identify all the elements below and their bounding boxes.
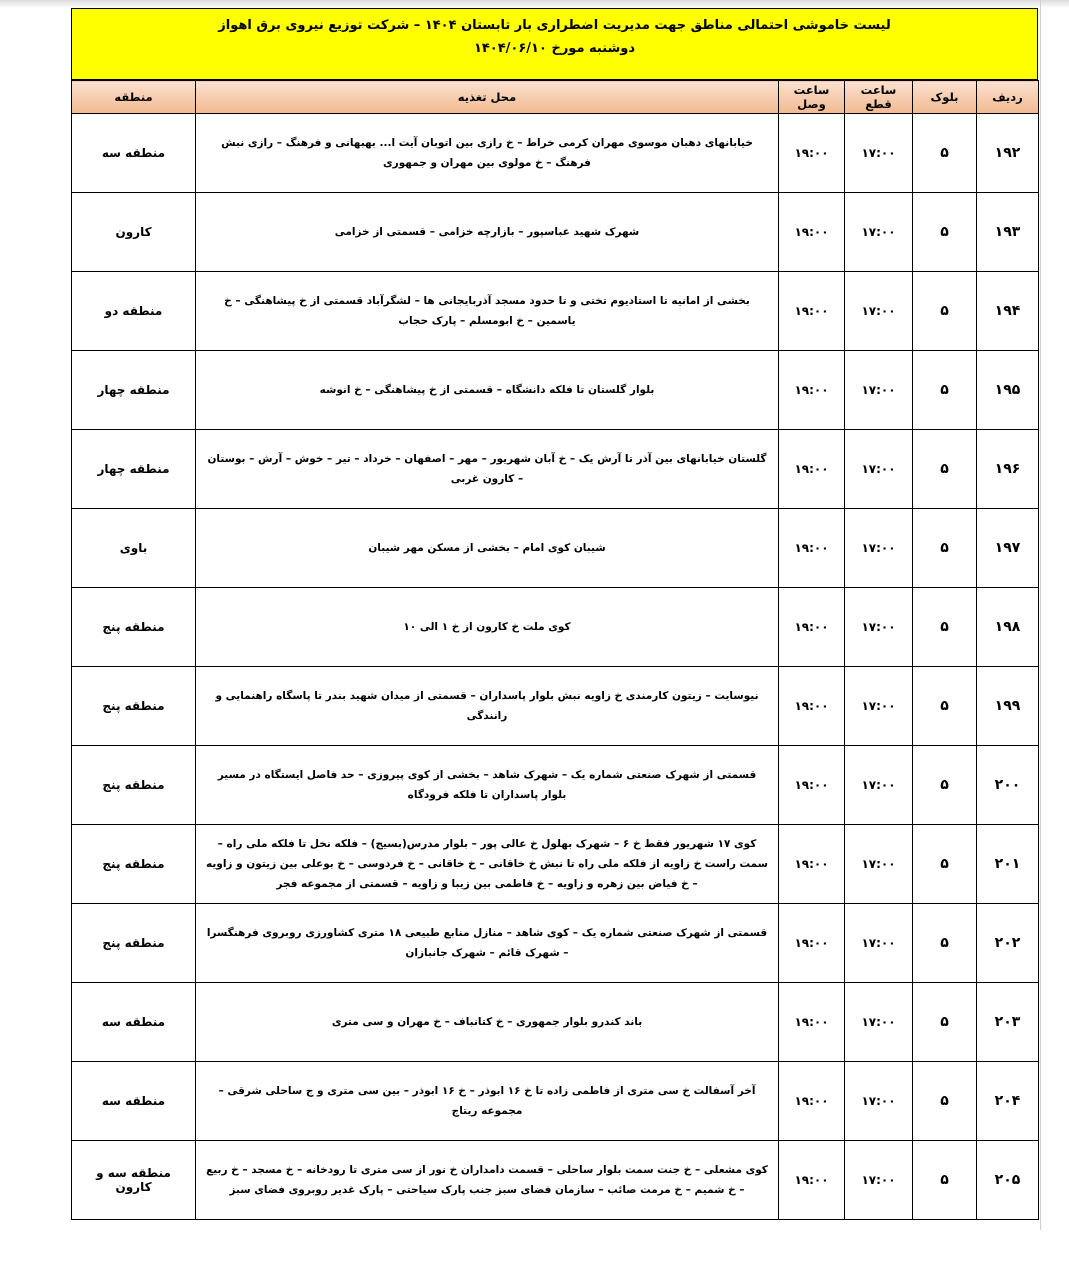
cell-connect-time: ۱۹:۰۰ — [779, 114, 845, 193]
table-row — [72, 509, 1039, 588]
header-cut-time: ساعت قطع — [845, 81, 913, 114]
cell-row-number: ۲۰۵ — [977, 1141, 1039, 1220]
cell-block: ۵ — [913, 904, 977, 983]
cell-block: ۵ — [913, 193, 977, 272]
cell-cut-time: ۱۷:۰۰ — [845, 904, 913, 983]
cell-connect-time: ۱۹:۰۰ — [779, 667, 845, 746]
cell-connect-time: ۱۹:۰۰ — [779, 588, 845, 667]
header-row-number: ردیف — [977, 81, 1039, 114]
cell-region: منطقه سه — [72, 983, 196, 1062]
cell-feed-location: شیبان کوی امام – بخشی از مسکن مهر شیبان — [196, 509, 779, 588]
cell-cut-time: ۱۷:۰۰ — [845, 509, 913, 588]
cell-cut-time: ۱۷:۰۰ — [845, 667, 913, 746]
cell-feed-location: شهرک شهید عباسپور – بازارچه خزامی – قسمتی از خزامی — [196, 193, 779, 272]
cell-cut-time: ۱۷:۰۰ — [845, 746, 913, 825]
cell-block: ۵ — [913, 667, 977, 746]
header-region: منطقه — [72, 81, 196, 114]
document-title: لیست خاموشی احتمالی مناطق جهت مدیریت اضطراری بار تابستان ۱۴۰۴ – شرکت توزیع نیروی برق اهواز — [218, 18, 891, 33]
cell-row-number: ۲۰۰ — [977, 746, 1039, 825]
cell-region: منطقه سه — [72, 1062, 196, 1141]
table-header-row — [72, 81, 1039, 114]
cell-region: کارون — [72, 193, 196, 272]
cell-row-number: ۱۹۸ — [977, 588, 1039, 667]
table-row — [72, 1062, 1039, 1141]
cell-region: منطقه سه — [72, 114, 196, 193]
cell-block: ۵ — [913, 983, 977, 1062]
cell-feed-location: گلستان خیابانهای بین آذر تا آرش یک – خ آبان شهریور – مهر – اصفهان – خرداد – تیر – خوش – آرش – بوستان – کارون غربی — [196, 430, 779, 509]
cell-connect-time: ۱۹:۰۰ — [779, 351, 845, 430]
cell-region: باوی — [72, 509, 196, 588]
cell-cut-time: ۱۷:۰۰ — [845, 1062, 913, 1141]
table-row — [72, 430, 1039, 509]
cell-block: ۵ — [913, 430, 977, 509]
cell-connect-time: ۱۹:۰۰ — [779, 1062, 845, 1141]
cell-feed-location: قسمتی از شهرک صنعتی شماره یک – شهرک شاهد – بخشی از کوی پیروزی – حد فاصل ایستگاه در مسیر بلوار پاسداران تا فلکه فرودگاه — [196, 746, 779, 825]
cell-block: ۵ — [913, 746, 977, 825]
cell-region: منطقه پنج — [72, 667, 196, 746]
cell-region: منطقه پنج — [72, 904, 196, 983]
cell-region: منطقه چهار — [72, 351, 196, 430]
cell-cut-time: ۱۷:۰۰ — [845, 114, 913, 193]
cell-row-number: ۲۰۴ — [977, 1062, 1039, 1141]
table-row — [72, 983, 1039, 1062]
cell-block: ۵ — [913, 509, 977, 588]
cell-region: منطقه چهار — [72, 430, 196, 509]
table-row — [72, 193, 1039, 272]
cell-feed-location: باند کندرو بلوار جمهوری – خ کتانباف – خ مهران و سی متری — [196, 983, 779, 1062]
cell-row-number: ۱۹۵ — [977, 351, 1039, 430]
cell-cut-time: ۱۷:۰۰ — [845, 351, 913, 430]
cell-region: منطقه پنج — [72, 746, 196, 825]
cell-row-number: ۲۰۲ — [977, 904, 1039, 983]
cell-feed-location: کوی ۱۷ شهریور فقط خ ۶ – شهرک بهلول خ عالی پور – بلوار مدرس(بسیج) – فلکه نخل تا فلکه ملی راه –سمت راست خ زاویه از فلکه ملی راه تا نبش خ خاقانی – خ خاقانی – خ فردوسی – خ بوعلی بین زیتون و زاویه – خ فیاض بین زهره و زاویه – خ فاطمی بین زیبا و زاویه – قسمتی از مجموعه فجر — [196, 825, 779, 904]
cell-row-number: ۱۹۲ — [977, 114, 1039, 193]
header-block: بلوک — [913, 81, 977, 114]
cell-connect-time: ۱۹:۰۰ — [779, 904, 845, 983]
cell-region: منطقه پنج — [72, 825, 196, 904]
cell-feed-location: کوی ملت خ کارون از خ ۱ الی ۱۰ — [196, 588, 779, 667]
table-row — [72, 746, 1039, 825]
cell-feed-location: خیابانهای دهبان موسوی مهران کرمی خراط – خ رازی بین اتوبان آیت ا... بهبهانی و فرهنگ – رازی نبش فرهنگ – خ مولوی بین مهران و جمهوری — [196, 114, 779, 193]
cell-connect-time: ۱۹:۰۰ — [779, 430, 845, 509]
document-header — [71, 8, 1038, 80]
cell-cut-time: ۱۷:۰۰ — [845, 193, 913, 272]
table-row — [72, 114, 1039, 193]
cell-row-number: ۲۰۳ — [977, 983, 1039, 1062]
cell-connect-time: ۱۹:۰۰ — [779, 1141, 845, 1220]
cell-cut-time: ۱۷:۰۰ — [845, 1141, 913, 1220]
cell-cut-time: ۱۷:۰۰ — [845, 272, 913, 351]
cell-feed-location: نیوسایت – زیتون کارمندی خ زاویه نبش بلوار پاسداران – قسمتی از میدان شهید بندر تا پاسگاه راهنمایی و رانندگی — [196, 667, 779, 746]
cell-row-number: ۱۹۷ — [977, 509, 1039, 588]
cell-connect-time: ۱۹:۰۰ — [779, 825, 845, 904]
cell-row-number: ۱۹۳ — [977, 193, 1039, 272]
table-row — [72, 351, 1039, 430]
cell-block: ۵ — [913, 272, 977, 351]
cell-row-number: ۱۹۹ — [977, 667, 1039, 746]
cell-block: ۵ — [913, 588, 977, 667]
cell-block: ۵ — [913, 351, 977, 430]
cell-row-number: ۱۹۴ — [977, 272, 1039, 351]
cell-cut-time: ۱۷:۰۰ — [845, 430, 913, 509]
header-connect-time: ساعت وصل — [779, 81, 845, 114]
cell-feed-location: قسمتی از شهرک صنعتی شماره یک – کوی شاهد – منازل منابع طبیعی ۱۸ متری کشاورزی روبروی فرهنگسرا – شهرک قائم – شهرک جانبازان — [196, 904, 779, 983]
cell-feed-location: آخر آسفالت خ سی متری از فاطمی زاده تا خ ۱۶ ابوذر – خ ۱۶ ابوذر – بین سی متری و ج ساحلی شرقی – مجموعه ریتاج — [196, 1062, 779, 1141]
cell-cut-time: ۱۷:۰۰ — [845, 983, 913, 1062]
table-row — [72, 904, 1039, 983]
cell-row-number: ۲۰۱ — [977, 825, 1039, 904]
cell-feed-location: بخشی از امانیه تا استادیوم تختی و تا حدود مسجد آذربایجانی ها – لشگرآباد قسمتی از خ پیشاهنگی – خ یاسمین – خ ابومسلم – پارک حجاب — [196, 272, 779, 351]
cell-feed-location: بلوار گلستان تا فلکه دانشگاه – قسمتی از خ پیشاهنگی – خ انوشه — [196, 351, 779, 430]
cell-region: منطقه دو — [72, 272, 196, 351]
table-row — [72, 272, 1039, 351]
cell-connect-time: ۱۹:۰۰ — [779, 509, 845, 588]
cell-cut-time: ۱۷:۰۰ — [845, 825, 913, 904]
cell-region: منطقه سه و کارون — [72, 1141, 196, 1220]
header-feed-location: محل تغذیه — [196, 81, 779, 114]
cell-block: ۵ — [913, 114, 977, 193]
table-row — [72, 825, 1039, 904]
cell-connect-time: ۱۹:۰۰ — [779, 193, 845, 272]
top-edge-shadow — [0, 0, 1069, 8]
cell-connect-time: ۱۹:۰۰ — [779, 983, 845, 1062]
cell-cut-time: ۱۷:۰۰ — [845, 588, 913, 667]
cell-block: ۵ — [913, 825, 977, 904]
cell-block: ۵ — [913, 1141, 977, 1220]
cell-block: ۵ — [913, 1062, 977, 1141]
cell-connect-time: ۱۹:۰۰ — [779, 272, 845, 351]
cell-feed-location: کوی مشعلی – خ جنت سمت بلوار ساحلی – قسمت دامداران خ نور از سی متری تا رودخانه – خ مسجد – خ ربیع – خ شمیم – خ مرمت صائب – سازمان فضای سبز جنب پارک سیاحتی – پارک غدیر روبروی فضای سبز — [196, 1141, 779, 1220]
cell-connect-time: ۱۹:۰۰ — [779, 746, 845, 825]
page-frame-edge — [1040, 0, 1041, 1230]
outage-table — [71, 80, 1039, 1220]
document-date: دوشنبه مورخ ۱۴۰۴/۰۶/۱۰ — [473, 41, 636, 56]
table-row — [72, 667, 1039, 746]
document-page — [71, 8, 1038, 1220]
table-row — [72, 588, 1039, 667]
cell-region: منطقه پنج — [72, 588, 196, 667]
table-row — [72, 1141, 1039, 1220]
cell-row-number: ۱۹۶ — [977, 430, 1039, 509]
